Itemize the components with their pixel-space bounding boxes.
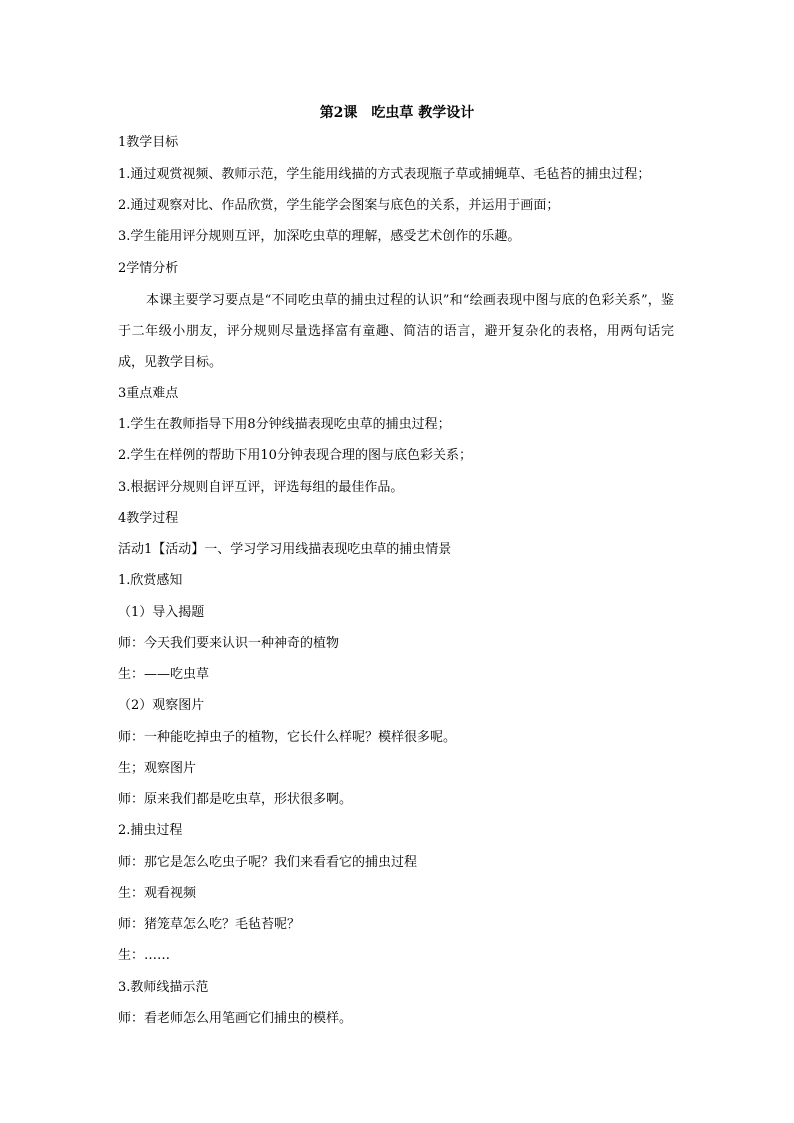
key-point-item-3: 3.根据评分规则自评互评，评选每组的最佳作品。 bbox=[118, 480, 404, 495]
dialogue-line: 生：…… bbox=[118, 948, 171, 963]
step-heading-appreciation: 1.欣赏感知 bbox=[118, 573, 183, 588]
objective-item-1: 1.通过观赏视频、教师示范，学生能用线描的方式表现瓶子草或捕蝇草、毛毡苔的捕虫过程； bbox=[118, 167, 651, 182]
section-heading-key-points: 3重点难点 bbox=[118, 386, 179, 401]
dialogue-line: 生；观察图片 bbox=[118, 761, 197, 776]
step-heading-demo: 3.教师线描示范 bbox=[118, 980, 209, 995]
dialogue-line: 师：今天我们要来认识一种神奇的植物 bbox=[118, 636, 340, 651]
dialogue-line: 师：那它是怎么吃虫子呢？我们来看看它的捕虫过程 bbox=[118, 855, 418, 870]
activity-heading: 活动1【活动】一、学习学习用线描表现吃虫草的捕虫情景 bbox=[118, 542, 452, 557]
section-heading-objectives: 1教学目标 bbox=[118, 135, 179, 150]
section-heading-process: 4教学过程 bbox=[118, 511, 179, 526]
sub-step-intro: （1）导入揭题 bbox=[118, 605, 205, 620]
objective-item-2: 2.通过观察对比、作品欣赏，学生能学会图案与底色的关系，并运用于画面； bbox=[118, 198, 560, 213]
key-point-item-1: 1.学生在教师指导下用8分钟线描表现吃虫草的捕虫过程； bbox=[118, 417, 451, 432]
analysis-paragraph: 本课主要学习要点是“不同吃虫草的捕虫过程的认识”和“绘画表现中图与底的色彩关系”，鉴于二年级小朋友，评分规则尽量选择富有童趣、简洁的语言，避开复杂化的表格，用两句话完成，见教学目标。 bbox=[118, 293, 674, 370]
dialogue-line: 生：观看视频 bbox=[118, 886, 197, 901]
document-title: 第2课 吃虫草 教学设计 bbox=[319, 105, 475, 121]
dialogue-line: 生：——吃虫草 bbox=[118, 667, 210, 682]
sub-step-observe: （2）观察图片 bbox=[118, 698, 205, 713]
dialogue-line: 师：看老师怎么用笔画它们捕虫的模样。 bbox=[118, 1011, 353, 1026]
key-point-item-2: 2.学生在样例的帮助下用10分钟表现合理的图与底色彩关系； bbox=[118, 448, 472, 463]
objective-item-3: 3.学生能用评分规则互评，加深吃虫草的理解，感受艺术创作的乐趣。 bbox=[118, 229, 521, 244]
section-heading-analysis: 2学情分析 bbox=[118, 261, 179, 276]
step-heading-capture: 2.捕虫过程 bbox=[118, 823, 183, 838]
dialogue-line: 师：猪笼草怎么吃？毛毡苔呢？ bbox=[118, 917, 301, 932]
dialogue-line: 师：一种能吃掉虫子的植物，它长什么样呢？模样很多呢。 bbox=[118, 730, 457, 745]
dialogue-line: 师：原来我们都是吃虫草，形状很多啊。 bbox=[118, 792, 353, 807]
